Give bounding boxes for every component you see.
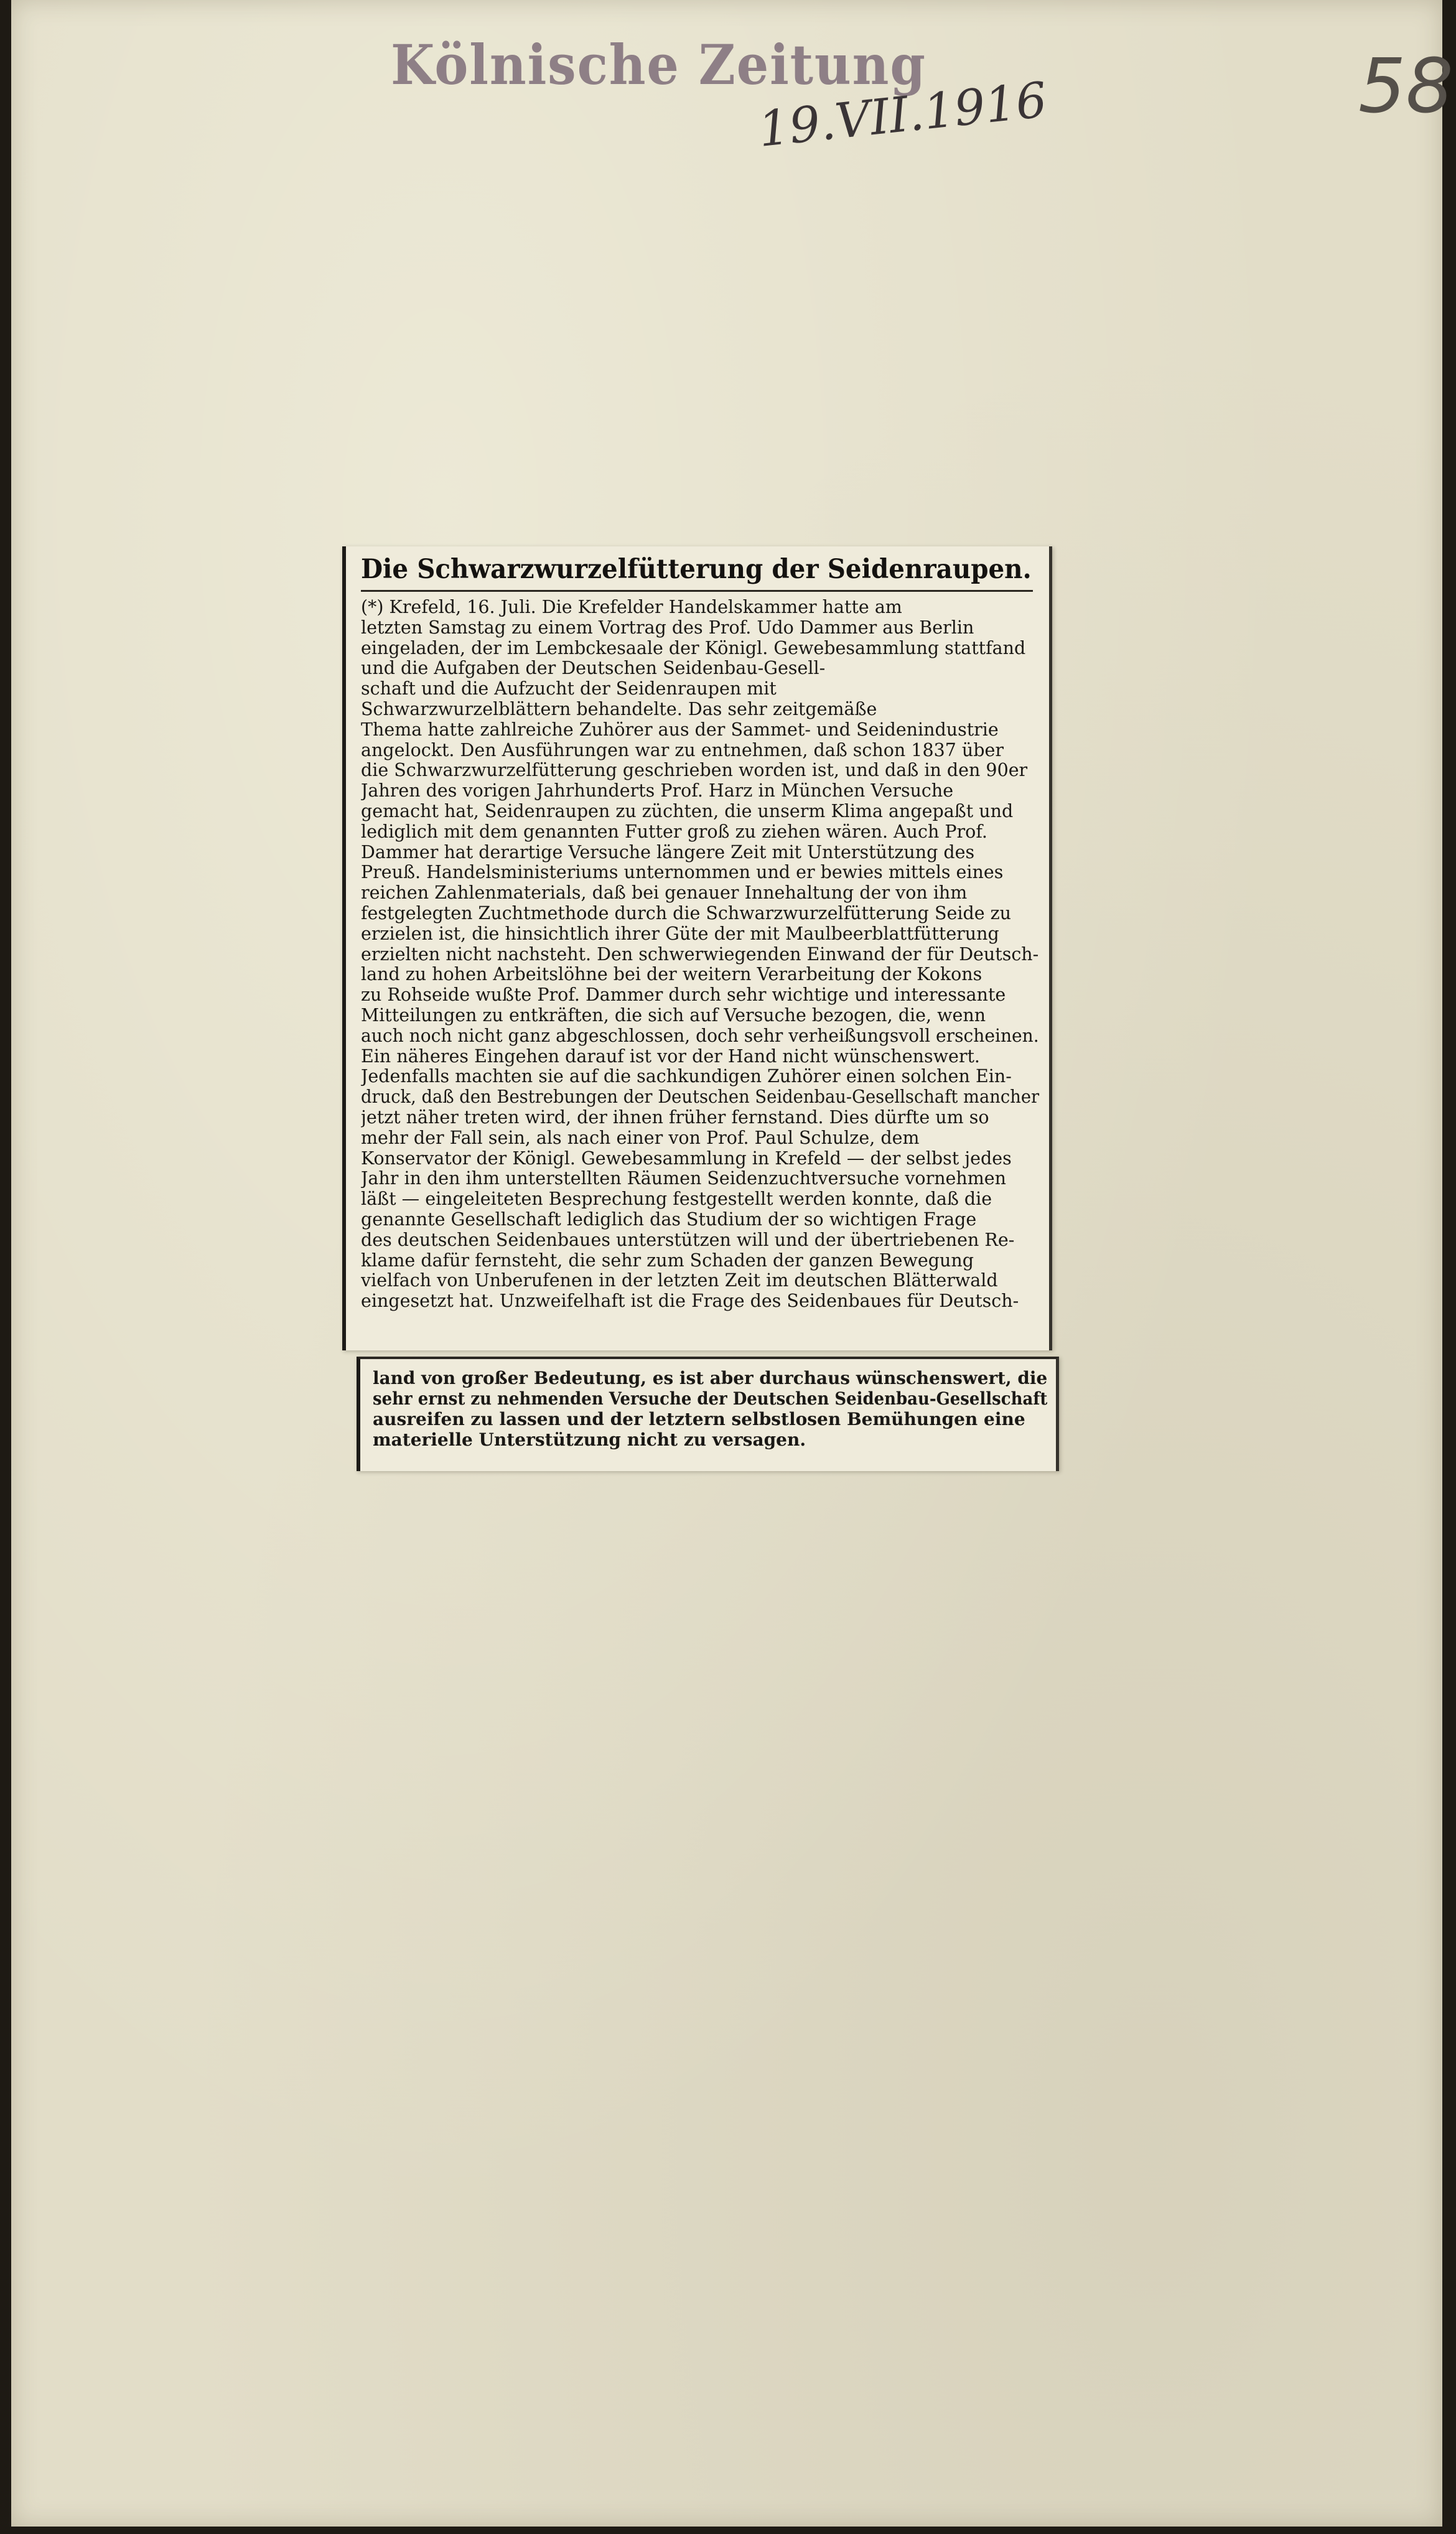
article-line: land zu hohen Arbeitslöhne bei der weitern Verarbeitung der Kokons xyxy=(361,965,982,985)
article-line: Preuß. Handelsministeriums unternommen und er bewies mittels eines xyxy=(361,863,1004,883)
article-line: land von großer Bedeutung, es ist aber durchaus wünschenswert, die xyxy=(373,1368,1048,1388)
article-line: Ein näheres Eingehen darauf ist vor der Hand nicht wünschenswert. xyxy=(361,1046,980,1067)
article-line: lediglich mit dem genannten Futter groß zu ziehen wären. Auch Prof. xyxy=(361,821,987,842)
article-line: eingesetzt hat. Unzweifelhaft ist die Frage des Seidenbaues für Deutsch- xyxy=(361,1291,1019,1312)
article-line: schaft und die Aufzucht der Seidenraupen mit xyxy=(361,679,777,699)
article-line: Thema hatte zahlreiche Zuhörer aus der Sammet- und Seidenindustrie xyxy=(361,719,999,740)
article-line: letzten Samstag zu einem Vortrag des Prof. Udo Dammer aus Berlin xyxy=(361,617,974,638)
handwritten-date: 19.VII.1916 xyxy=(755,72,1050,159)
article-line: Mitteilungen zu entkräften, die sich auf Versuche bezogen, die, wenn xyxy=(361,1005,986,1026)
article-line: genannte Gesellschaft lediglich das Studium der so wichtigen Frage xyxy=(361,1209,977,1230)
article-line: des deutschen Seidenbaues unterstützen will und der übertriebenen Re- xyxy=(361,1230,1015,1250)
article-line: jetzt näher treten wird, der ihnen früher fernstand. Dies dürfte um so xyxy=(361,1107,989,1128)
article-line: sehr ernst zu nehmenden Versuche der Deutschen Seidenbau-Gesellschaft xyxy=(373,1388,1048,1409)
article-line: eingeladen, der im Lembckesaale der Königl. Gewebesammlung stattfand xyxy=(361,638,1026,658)
article-line: die Schwarzwurzelfütterung geschrieben worden ist, und daß in den 90er xyxy=(361,760,1028,781)
newspaper-stamp: Kölnische Zeitung xyxy=(391,32,926,97)
article-line: materielle Unterstützung nicht zu versagen. xyxy=(373,1429,806,1450)
article-line: erzielten nicht nachsteht. Den schwerwiegenden Einwand der für Deutsch- xyxy=(361,944,1039,965)
article-line: angelockt. Den Ausführungen war zu entnehmen, daß schon 1837 über xyxy=(361,740,1004,760)
article-line: vielfach von Unberufenen in der letzten Zeit im deutschen Blätterwald xyxy=(361,1271,998,1291)
article-line: Schwarzwurzelblättern behandelte. Das sehr zeitgemäße xyxy=(361,699,877,719)
article-line: (*) Krefeld, 16. Juli. Die Krefelder Handelskammer hatte am xyxy=(361,597,902,617)
article-body xyxy=(361,597,1039,1312)
article-line: druck, daß den Bestrebungen der Deutschen Seidenbau-Gesellschaft mancher xyxy=(361,1087,1040,1108)
clipping-continuation xyxy=(357,1357,1059,1471)
article-line: Dammer hat derartige Versuche längere Zeit mit Unterstützung des xyxy=(361,842,975,863)
article-line: reichen Zahlenmaterials, daß bei genauer Innehaltung der von ihm xyxy=(361,883,968,904)
headline-rule xyxy=(361,590,1033,592)
page-number: 58 xyxy=(1358,44,1454,130)
article-line: zu Rohseide wußte Prof. Dammer durch sehr wichtige und interessante xyxy=(361,985,1006,1006)
article-line: erzielen ist, die hinsichtlich ihrer Güte der mit Maulbeerblattfütterung xyxy=(361,923,999,944)
article-line: Konservator der Königl. Gewebesammlung in Krefeld — der selbst jedes xyxy=(361,1148,1012,1169)
article-line: ausreifen zu lassen und der letztern selbstlosen Bemühungen eine xyxy=(373,1409,1025,1429)
archive-sheet xyxy=(11,0,1454,2527)
article-line: Jahr in den ihm unterstellten Räumen Seidenzuchtversuche vornehmen xyxy=(361,1169,1007,1189)
article-line: auch noch nicht ganz abgeschlossen, doch sehr verheißungsvoll erscheinen. xyxy=(361,1026,1039,1046)
article-line: Jahren des vorigen Jahrhunderts Prof. Harz in München Versuche xyxy=(361,781,954,802)
newspaper-clipping xyxy=(342,546,1052,1350)
article-line: und die Aufgaben der Deutschen Seidenbau-Gesell- xyxy=(361,658,826,679)
article-line: mehr der Fall sein, als nach einer von Prof. Paul Schulze, dem xyxy=(361,1128,920,1148)
article-headline: Die Schwarzwurzelfütterung der Seidenraupen. xyxy=(361,554,1032,585)
article-line: Jedenfalls machten sie auf die sachkundigen Zuhörer einen solchen Ein- xyxy=(361,1067,1012,1087)
article-line: festgelegten Zuchtmethode durch die Schwarzwurzelfütterung Seide zu xyxy=(361,903,1011,923)
article-line: gemacht hat, Seidenraupen zu züchten, die unserm Klima angepaßt und xyxy=(361,801,1014,821)
article-line: klame dafür fernsteht, die sehr zum Schaden der ganzen Bewegung xyxy=(361,1250,974,1271)
article-line: läßt — eingeleiteten Besprechung festgestellt werden konnte, daß die xyxy=(361,1189,992,1210)
article-continuation xyxy=(373,1368,1048,1450)
